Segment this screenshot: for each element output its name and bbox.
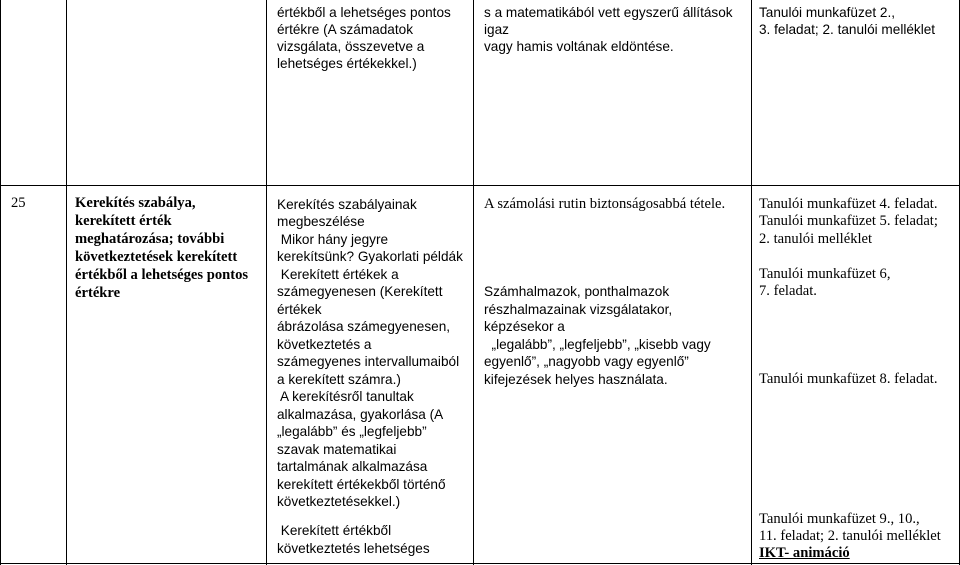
tools-cell <box>752 186 959 563</box>
table-rule <box>0 563 960 564</box>
text-line: Tanulói munkafüzet 2., <box>759 5 896 20</box>
goals-line: Számhalmazok, ponthalmazok <box>484 284 670 299</box>
text-line: értékből a lehetséges pontos <box>277 5 451 20</box>
text-line: lehetséges értékekkel.) <box>277 56 417 71</box>
activity-line: „legalább” és „legfeljebb” <box>277 424 427 439</box>
activity-line: Mikor hány jegyre <box>277 232 389 247</box>
text-line: értékre (A számadatok <box>277 22 413 37</box>
activity-cell <box>267 186 473 563</box>
tools-line: Tanulói munkafüzet 6, <box>759 266 891 282</box>
topic-line: értékre <box>75 285 121 301</box>
activity-line: értékek <box>277 302 322 317</box>
topic-cell <box>67 186 266 563</box>
topic-line: értékből a lehetséges pontos <box>75 267 249 283</box>
tools-line: 7. feladat. <box>759 283 817 299</box>
tools-line: 2. tanulói melléklet <box>759 231 873 247</box>
activity-line: Kerekített értékek a <box>277 267 399 282</box>
row-number: 25 <box>11 195 26 211</box>
topic-line: következtetések kerekített <box>75 249 238 265</box>
activity-line: következtetés a <box>277 337 372 352</box>
ikt-animation-label: IKT- animáció <box>759 545 850 561</box>
topic-line: kerekített érték <box>75 213 172 229</box>
activity-line: következtetésekkel.) <box>277 494 401 509</box>
goals-line: képzésekor a <box>484 319 565 334</box>
goals-line: egyenlő”, „nagyobb vagy egyenlő” <box>484 354 689 369</box>
activity-line: megbeszélése <box>277 214 365 229</box>
text-line: 3. feladat; 2. tanulói melléklet <box>759 22 936 37</box>
top-row-tools-cell <box>752 0 959 185</box>
goals-line: „legalább”, „legfeljebb”, „kisebb vagy <box>484 337 711 352</box>
activity-line: tartalmának alkalmazása <box>277 459 428 474</box>
goals-line: részhalmazainak vizsgálatakor, <box>484 302 673 317</box>
goals-line: kifejezések helyes használata. <box>484 372 668 387</box>
activity-line: ábrázolása számegyenesen, <box>277 319 451 334</box>
activity-line: Kerekítés szabályainak <box>277 197 417 212</box>
activity-line: szavak matematikai <box>277 442 397 457</box>
text-line: igaz <box>484 22 509 37</box>
topic-line: Kerekítés szabálya, <box>75 195 196 211</box>
activity-line: számegyenesen (Kerekített <box>277 284 443 299</box>
activity-line: következtetés lehetséges <box>277 541 430 556</box>
tools-line: Tanulói munkafüzet 9., 10., <box>759 511 920 527</box>
goals-first-line: A számolási rutin biztonságosabbá tétele. <box>484 196 726 212</box>
top-row-activity-cell <box>267 0 473 185</box>
text-line: vizsgálata, összevetve a <box>277 39 425 54</box>
activity-line: Kerekített értékből <box>277 523 392 538</box>
activity-line: a kerekített számra.) <box>277 372 401 387</box>
activity-line: számegyenes intervallumaiból <box>277 354 460 369</box>
activity-line: kerekített értékekből történő <box>277 477 446 492</box>
activity-line: A kerekítésről tanultak <box>277 389 414 404</box>
activity-line: kerekítsünk? Gyakorlati példák <box>277 249 463 264</box>
topic-line: meghatározása; további <box>75 231 225 247</box>
row-number-cell <box>1 186 66 563</box>
tools-line: Tanulói munkafüzet 8. feladat. <box>759 371 938 387</box>
tools-line: Tanulói munkafüzet 5. feladat; <box>759 213 938 229</box>
tools-line: Tanulói munkafüzet 4. feladat. <box>759 196 938 212</box>
text-line: vagy hamis voltának eldöntése. <box>484 39 674 54</box>
text-line: s a matematikából vett egyszerű állítások <box>484 5 733 20</box>
activity-line: alkalmazása, gyakorlása (A <box>277 407 444 422</box>
top-row-goals-cell <box>474 0 751 185</box>
tools-line: 11. feladat; 2. tanulói melléklet <box>759 528 941 544</box>
goals-cell <box>474 186 751 563</box>
